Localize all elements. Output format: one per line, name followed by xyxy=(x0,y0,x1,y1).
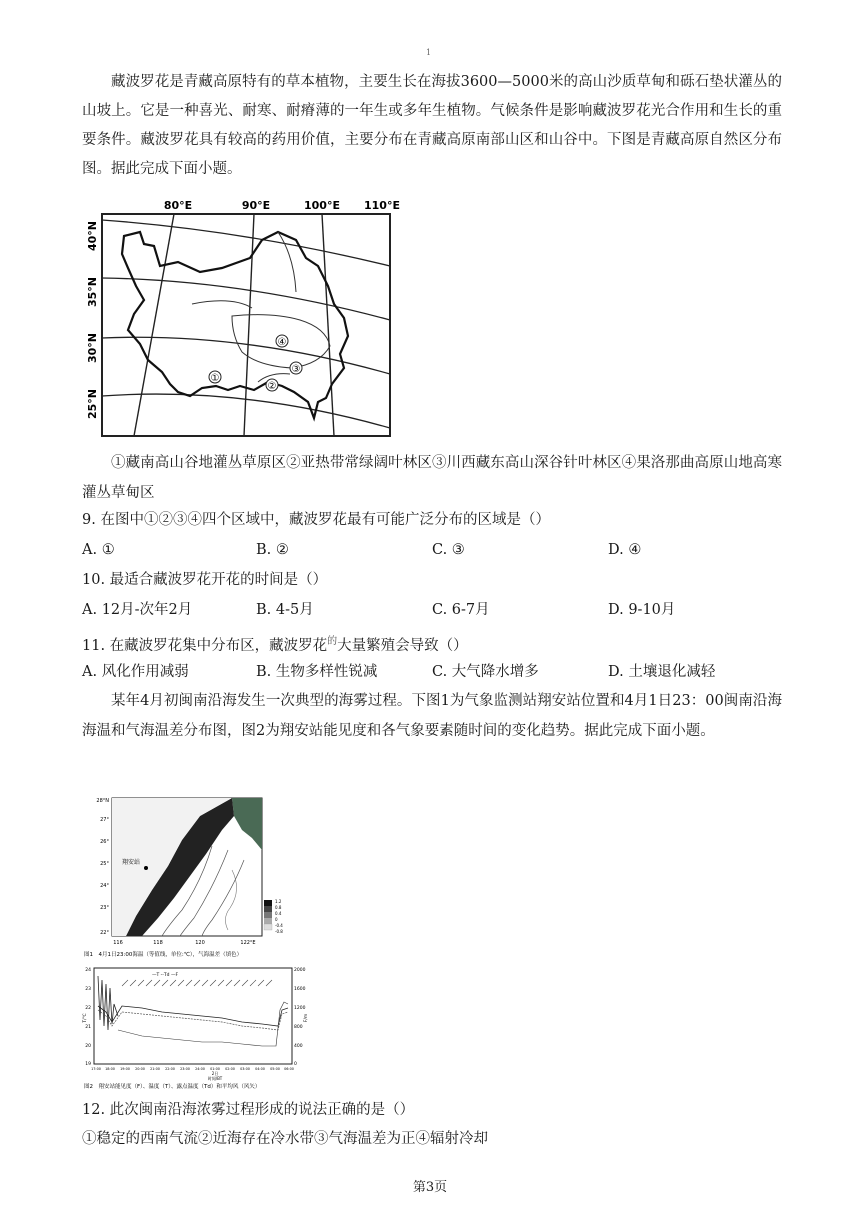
q11-option-a[interactable]: A. 风化作用减弱 xyxy=(82,664,189,680)
fig2-xtick: 04:00 xyxy=(255,1067,265,1071)
fig1-station-dot xyxy=(144,866,148,870)
lat-label-30: 30°N xyxy=(86,332,99,364)
lon-label-110: 110°E xyxy=(364,199,400,212)
q10-option-b[interactable]: B. 4-5月 xyxy=(256,602,314,618)
fig2-yright-label: F/m xyxy=(304,1013,309,1023)
fig2-yleft-24: 24 xyxy=(85,968,91,973)
q9-option-d[interactable]: D. ④ xyxy=(608,542,642,558)
q9-option-a[interactable]: A. ① xyxy=(82,542,115,558)
parallel-35 xyxy=(102,278,390,320)
meridian-100 xyxy=(322,214,334,436)
q10-option-c[interactable]: C. 6-7月 xyxy=(432,602,490,618)
question-10-stem: 10. 最适合藏波罗花开花的时间是（） xyxy=(82,572,328,588)
fig2-yleft-19: 19 xyxy=(85,1062,91,1067)
question-9-stem: 9. 在图中①②③④四个区域中，藏波罗花最有可能广泛分布的区域是（） xyxy=(82,512,550,528)
fig2-x-label: 时间/BT xyxy=(207,1076,223,1081)
fig1-colorbar-label-2: 0.8 xyxy=(275,905,282,910)
fig2-yleft-23: 23 xyxy=(85,987,91,992)
zone-3-label: ③ xyxy=(291,364,301,375)
fig1-lat-28: 28°N xyxy=(96,798,109,804)
fig2-yright-1600: 1600 xyxy=(294,987,306,992)
fig1-lon-116: 116 xyxy=(113,940,123,946)
fig1-colorbar-label-6: -0.8 xyxy=(275,929,283,934)
fig1-colorbar-label-3: 0.4 xyxy=(275,911,282,916)
fig1-lat-23: 23° xyxy=(100,905,109,911)
fig1-colorbar-label-4: 0 xyxy=(275,917,278,922)
intro-paragraph-1: 藏波罗花是青藏高原特有的草本植物，主要生长在海拔3600—5000米的高山沙质草甸和砾石垫状灌丛的山坡上。它是一种喜光、耐寒、耐瘠薄的一年生或多年生植物。气候条件是影响藏波罗花光合作用和生长的重要条件。藏波罗花具有较高的药用价值，主要分布在青藏高原南部山区和山谷中。下图是青藏高原自然区分布图。据此完成下面小题。 xyxy=(82,74,782,177)
fig1-station-label: 翔安站 xyxy=(122,859,141,866)
fig2-xtick: 20:00 xyxy=(135,1067,145,1071)
q11-stem-part-b: 大量繁殖会导致（） xyxy=(337,637,468,654)
fig2-yright-400: 400 xyxy=(294,1044,303,1049)
intro-paragraph-2: 某年4月初闽南沿海发生一次典型的海雾过程。下图1为气象监测站翔安站位置和4月1日23：00闽南沿海海温和气海温差分布图，图2为翔安站能见度和各气象要素随时间的变化趋势。据此完成下面小题。 xyxy=(82,693,782,739)
lon-label-100: 100°E xyxy=(304,199,340,212)
fig2-yright-0: 0 xyxy=(294,1062,297,1067)
question-12-items: ①稳定的西南气流②近海存在冷水带③气海温差为正④辐射冷却 xyxy=(82,1131,488,1147)
fig1-lat-27: 27° xyxy=(100,817,109,823)
lat-label-25: 25°N xyxy=(86,388,99,420)
fig2-xtick: 22:00 xyxy=(165,1067,175,1071)
q11-option-b[interactable]: B. 生物多样性锐减 xyxy=(256,664,378,680)
fig2-xtick: 18:00 xyxy=(105,1067,115,1071)
fig1-colorbar-3 xyxy=(264,912,272,918)
fig1-colorbar-label-5: -0.4 xyxy=(275,923,283,928)
fig1-lat-25: 25° xyxy=(100,861,109,867)
fig2-xtick: 03:00 xyxy=(240,1067,250,1071)
fig1-colorbar-1 xyxy=(264,900,272,906)
sea-fog-figures xyxy=(82,790,310,1090)
lon-label-90: 90°E xyxy=(241,199,271,212)
fig2-xtick: 02:00 xyxy=(225,1067,235,1071)
fig2-xtick: 19:00 xyxy=(120,1067,130,1071)
zone-boundary-north xyxy=(278,232,296,292)
fig2-yleft-20: 20 xyxy=(85,1044,91,1049)
page-footer: 第3页 xyxy=(412,1180,448,1195)
fig1-colorbar-label-1: 1.2 xyxy=(275,899,282,904)
q11-option-c[interactable]: C. 大气降水增多 xyxy=(432,664,539,680)
fig2-yleft-22: 22 xyxy=(85,1006,91,1011)
zone-1-label: ① xyxy=(210,373,220,384)
q9-option-c[interactable]: C. ③ xyxy=(432,542,465,558)
fig2-yleft-21: 21 xyxy=(85,1025,91,1030)
q9-option-b[interactable]: B. ② xyxy=(256,542,289,558)
fig2-yright-1200: 1200 xyxy=(294,1006,306,1011)
zone-boundary-central xyxy=(192,301,252,308)
fig2-yright-2000: 2000 xyxy=(294,968,306,973)
fig2-yleft-label: T/℃ xyxy=(83,1013,88,1023)
question-12-stem: 12. 此次闽南沿海浓雾过程形成的说法正确的是（） xyxy=(82,1102,415,1118)
fig2-xtick: 01:00 xyxy=(210,1067,220,1071)
plateau-outline xyxy=(122,232,348,418)
meridian-90 xyxy=(244,214,254,436)
q11-option-d[interactable]: D. 土壤退化减轻 xyxy=(608,664,716,680)
fig2-xtick: 24:00 xyxy=(195,1067,205,1071)
fig1-lon-118: 118 xyxy=(153,940,163,946)
fig2-xtick: 17:00 xyxy=(91,1067,101,1071)
fig1-lat-26: 26° xyxy=(100,839,109,845)
map-legend: ①藏南高山谷地灌丛草原区②亚热带常绿阔叶林区③川西藏东高山深谷针叶林区④果洛那曲高原山地高寒灌丛草甸区 xyxy=(82,455,782,501)
fig2-xtick: 21:00 xyxy=(150,1067,160,1071)
lat-label-40: 40°N xyxy=(86,220,99,252)
parallel-25 xyxy=(102,394,390,428)
fig2-yright-800: 800 xyxy=(294,1025,303,1030)
fig1-lon-122: 122°E xyxy=(240,940,256,946)
zone-4-label: ④ xyxy=(277,337,287,348)
q11-stem-sup: 的 xyxy=(327,636,338,647)
fig2-legend: —T ‑‑Td —F xyxy=(152,973,179,978)
fig1-lat-24: 24° xyxy=(100,883,109,889)
fig2-xtick: 05:00 xyxy=(270,1067,280,1071)
fig2-x-ticks xyxy=(91,1067,294,1071)
fig1-colorbar-2 xyxy=(264,906,272,912)
q10-option-a[interactable]: A. 12月-次年2月 xyxy=(82,602,193,618)
page-mark: 1 xyxy=(426,48,432,57)
fig2-caption: 图2 翔安站能见度（F）、温度（T）、露点温度（Td）和平均风（风矢） xyxy=(84,1084,261,1090)
fig1-lat-22: 22° xyxy=(100,930,109,936)
lon-label-80: 80°E xyxy=(163,199,193,212)
fig2-frame xyxy=(94,968,292,1064)
fig2-xtick: 23:00 xyxy=(180,1067,190,1071)
fig1-colorbar-5 xyxy=(264,924,272,930)
fig1-caption: 图1 4月1日23:00海温（等值线，单位:℃），气海温差（填色） xyxy=(84,952,243,958)
lat-label-35: 35°N xyxy=(86,276,99,308)
fig2-xtick: 06:00 xyxy=(284,1067,294,1071)
fig1-colorbar-4 xyxy=(264,918,272,924)
fig2-x-day: 2日 xyxy=(211,1071,219,1076)
zone-2-label: ② xyxy=(267,381,277,392)
question-11-stem xyxy=(82,631,468,657)
q11-stem-part-a: 11. 在藏波罗花集中分布区，藏波罗花 xyxy=(82,637,328,654)
q10-option-d[interactable]: D. 9-10月 xyxy=(608,602,676,618)
plateau-zone-map xyxy=(82,196,402,442)
fig1-lon-120: 120 xyxy=(195,940,205,946)
